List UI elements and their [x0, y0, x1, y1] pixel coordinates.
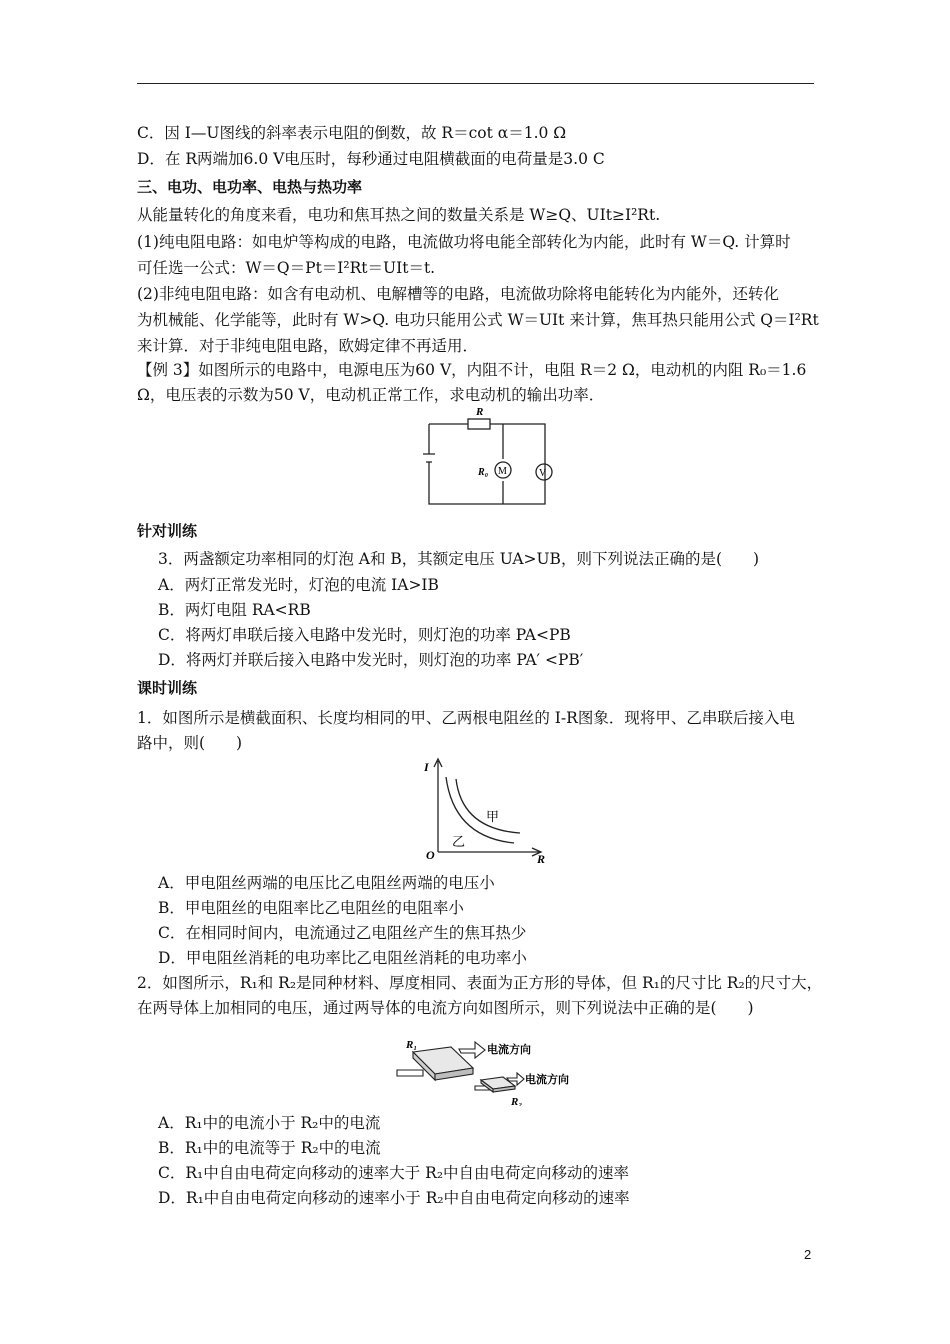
lesson-practice-heading: 课时训练 — [137, 679, 198, 697]
q3-option-c: C．将两灯串联后接入电路中发光时，则灯泡的功率 PA<PB — [158, 626, 571, 644]
example-line: Ω，电压表的示数为50 V，电动机正常工作，求电动机的输出功率． — [137, 386, 605, 404]
label-r1: R₁ — [406, 1039, 418, 1051]
q3-option-d: D．将两灯并联后接入电路中发光时，则灯泡的功率 PA′ <PB′ — [158, 651, 584, 669]
question-1: 1．如图所示是横截面积、长度均相同的甲、乙两根电阻丝的 I-R图象．现将甲、乙串联后接入电 — [137, 709, 795, 727]
body-line: 可任选一公式：W＝Q＝Pt＝I²Rt＝UIt＝t. — [137, 259, 436, 277]
current-direction-2: 电流方向 — [525, 1074, 569, 1086]
axis-i-label: I — [424, 760, 429, 774]
q1-option-b: B．甲电阻丝的电阻率比乙电阻丝的电阻率小 — [158, 899, 464, 917]
body-line: (1)纯电阻电路：如电炉等构成的电路，电流做功将电能全部转化为内能，此时有 W＝Q. 计算时 — [137, 233, 791, 251]
body-line: (2)非纯电阻电路：如含有电动机、电解槽等的电路，电流做功除将电能转化为内能外，还转化 — [137, 285, 779, 303]
q3-option-b: B．两灯电阻 RA<RB — [158, 601, 311, 619]
page-number: 2 — [804, 1247, 812, 1262]
example-line: 【例 3】如图所示的电路中，电源电压为60 V，内阻不计，电阻 R＝2 Ω，电动机的内阻 R₀＝1.6 — [137, 361, 807, 379]
label-r: R — [476, 406, 484, 418]
q2-option-a: A．R₁中的电流小于 R₂中的电流 — [158, 1114, 381, 1132]
q2-option-b: B．R₁中的电流等于 R₂中的电流 — [158, 1139, 381, 1157]
curve-yi-label: 乙 — [452, 834, 466, 849]
q1-option-d: D．甲电阻丝消耗的电功率比乙电阻丝消耗的电功率小 — [158, 949, 527, 967]
question-1-cont: 路中，则( ) — [137, 734, 243, 752]
q2-option-c: C．R₁中自由电荷定向移动的速率大于 R₂中自由电荷定向移动的速率 — [158, 1164, 630, 1182]
circuit-figure — [418, 405, 558, 508]
motor-symbol: M — [498, 466, 507, 477]
voltmeter-symbol: V — [539, 468, 547, 479]
origin-label: O — [426, 848, 435, 862]
body-line: 从能量转化的角度来看，电功和焦耳热之间的数量关系是 W≥Q、UIt≥I²Rt. — [137, 206, 661, 224]
conductor-figure — [395, 1028, 585, 1106]
curve-jia-label: 甲 — [486, 809, 500, 824]
header-rule — [137, 83, 814, 84]
q2-option-d: D．R₁中自由电荷定向移动的速率小于 R₂中自由电荷定向移动的速率 — [158, 1189, 630, 1207]
current-direction-1: 电流方向 — [487, 1044, 531, 1056]
practice-heading: 针对训练 — [137, 522, 198, 540]
option-c-line: C．因 I—U图线的斜率表示电阻的倒数，故 R＝cot α＝1.0 Ω — [137, 124, 567, 142]
body-line: 为机械能、化学能等，此时有 W>Q. 电功只能用公式 W＝UIt 来计算，焦耳热只能用公式 Q＝I²Rt — [137, 311, 819, 329]
q1-option-c: C．在相同时间内，电流通过乙电阻丝产生的焦耳热少 — [158, 924, 527, 942]
question-3: 3．两盏额定功率相同的灯泡 A和 B，其额定电压 UA>UB，则下列说法正确的是( ) — [158, 550, 760, 568]
label-r0: R₀ — [478, 467, 489, 478]
option-d-line: D．在 R两端加6.0 V电压时，每秒通过电阻横截面的电荷量是3.0 C — [137, 150, 605, 168]
i-r-graph — [422, 755, 552, 867]
label-r2: R₂ — [511, 1096, 523, 1106]
question-2: 2．如图所示，R₁和 R₂是同种材料、厚度相同、表面为正方形的导体，但 R₁的尺寸比 R₂的尺寸大， — [137, 974, 823, 992]
axis-r-label: R — [537, 852, 546, 866]
q1-option-a: A．甲电阻丝两端的电压比乙电阻丝两端的电压小 — [158, 874, 495, 892]
section-heading: 三、电功、电功率、电热与热功率 — [137, 178, 363, 196]
question-2-cont: 在两导体上加相同的电压，通过两导体的电流方向如图所示，则下列说法中正确的是( ) — [137, 999, 754, 1017]
q3-option-a: A．两灯正常发光时，灯泡的电流 IA>IB — [158, 576, 439, 594]
body-line: 来计算．对于非纯电阻电路，欧姆定律不再适用． — [137, 337, 479, 355]
